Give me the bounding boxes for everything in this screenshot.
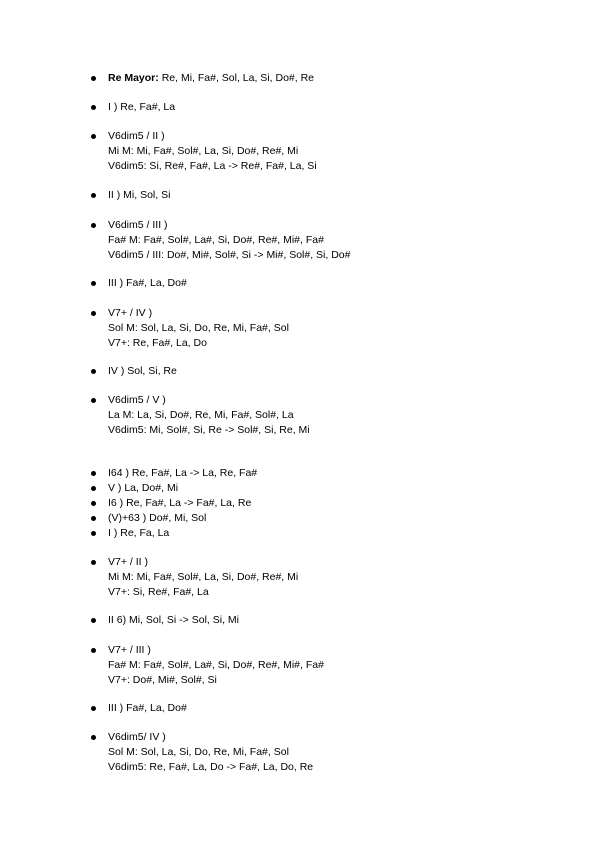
list-item-key	[108, 71, 314, 86]
chord-line: I ) Re, Fa, La	[108, 527, 170, 539]
chord-line: V6dim5 / III )	[108, 219, 168, 231]
chord-detail-line: V6dim5: Mi, Sol#, Si, Re -> Sol#, Si, Re, Mi	[108, 424, 310, 436]
scale-line: Fa# M: Fa#, Sol#, La#, Si, Do#, Re#, Mi#, Fa#	[108, 234, 324, 246]
bullet	[91, 281, 96, 286]
chord-line: V7+ / III )	[108, 644, 151, 656]
scale-line: Sol M: Sol, La, Si, Do, Re, Mi, Fa#, Sol	[108, 746, 289, 758]
list-item	[108, 496, 251, 511]
chord-line: III ) Fa#, La, Do#	[108, 277, 187, 289]
chord-line: V6dim5 / V )	[108, 394, 166, 406]
chord-detail-line: V7+: Re, Fa#, La, Do	[108, 337, 207, 349]
chord-line: III ) Fa#, La, Do#	[108, 702, 187, 714]
bullet	[91, 735, 96, 740]
bullet	[91, 486, 96, 491]
list-item	[108, 511, 206, 526]
bullet	[91, 706, 96, 711]
chord-line: I ) Re, Fa#, La	[108, 101, 176, 113]
list-item	[108, 364, 177, 379]
chord-line: I6 ) Re, Fa#, La -> Fa#, La, Re	[108, 497, 252, 509]
chord-detail-line: V6dim5 / III: Do#, Mi#, Sol#, Si -> Mi#, Sol#, Si, Do#	[108, 249, 351, 261]
bullet	[91, 516, 96, 521]
key-scale: Re, Mi, Fa#, Sol, La, Si, Do#, Re	[161, 72, 314, 84]
bullet	[91, 618, 96, 623]
chord-line: V6dim5/ IV )	[108, 731, 166, 743]
chord-line: I64 ) Re, Fa#, La -> La, Re, Fa#	[108, 467, 258, 479]
chord-line: (V)+63 ) Do#, Mi, Sol	[108, 512, 207, 524]
chord-line: IV ) Sol, Si, Re	[108, 365, 177, 377]
bullet	[91, 531, 96, 536]
chord-detail-line: V7+: Si, Re#, Fa#, La	[108, 586, 209, 598]
chord-line: II 6) Mi, Sol, Si -> Sol, Si, Mi	[108, 614, 239, 626]
list-item	[108, 218, 350, 263]
list-item	[108, 393, 310, 438]
scale-line: Mi M: Mi, Fa#, Sol#, La, Si, Do#, Re#, Mi	[108, 145, 299, 157]
bullet	[91, 398, 96, 403]
list-item	[108, 730, 313, 775]
bullet	[91, 560, 96, 565]
key-label: Re Mayor:	[108, 72, 159, 84]
bullet	[91, 648, 96, 653]
list-item	[108, 306, 289, 351]
list-item	[108, 188, 170, 203]
bullet	[91, 471, 96, 476]
list-item	[108, 276, 187, 291]
chord-line: II ) Mi, Sol, Si	[108, 189, 171, 201]
bullet	[91, 311, 96, 316]
scale-line: Sol M: Sol, La, Si, Do, Re, Mi, Fa#, Sol	[108, 322, 289, 334]
list-item	[108, 526, 169, 541]
list-item	[108, 466, 257, 481]
bullet	[91, 223, 96, 228]
chord-line: V7+ / II )	[108, 556, 148, 568]
chord-line: V ) La, Do#, Mi	[108, 482, 179, 494]
list-item	[108, 701, 187, 716]
scale-line: Mi M: Mi, Fa#, Sol#, La, Si, Do#, Re#, Mi	[108, 571, 299, 583]
bullet	[91, 369, 96, 374]
list-item	[108, 555, 298, 600]
chord-detail-line: V7+: Do#, Mi#, Sol#, Si	[108, 674, 217, 686]
bullet	[91, 193, 96, 198]
list-item	[108, 481, 178, 496]
bullet	[91, 501, 96, 506]
list-item	[108, 613, 239, 628]
list-item	[108, 643, 324, 688]
chord-detail-line: V6dim5: Re, Fa#, La, Do -> Fa#, La, Do, Re	[108, 761, 314, 773]
list-item	[108, 100, 175, 115]
chord-line: V6dim5 / II )	[108, 130, 165, 142]
bullet	[91, 76, 96, 81]
scale-line: Fa# M: Fa#, Sol#, La#, Si, Do#, Re#, Mi#, Fa#	[108, 659, 324, 671]
bullet	[91, 105, 96, 110]
list-item	[108, 129, 317, 174]
chord-detail-line: V6dim5: Si, Re#, Fa#, La -> Re#, Fa#, La, Si	[108, 160, 317, 172]
scale-line: La M: La, Si, Do#, Re, Mi, Fa#, Sol#, La	[108, 409, 294, 421]
chord-line: V7+ / IV )	[108, 307, 153, 319]
bullet	[91, 134, 96, 139]
